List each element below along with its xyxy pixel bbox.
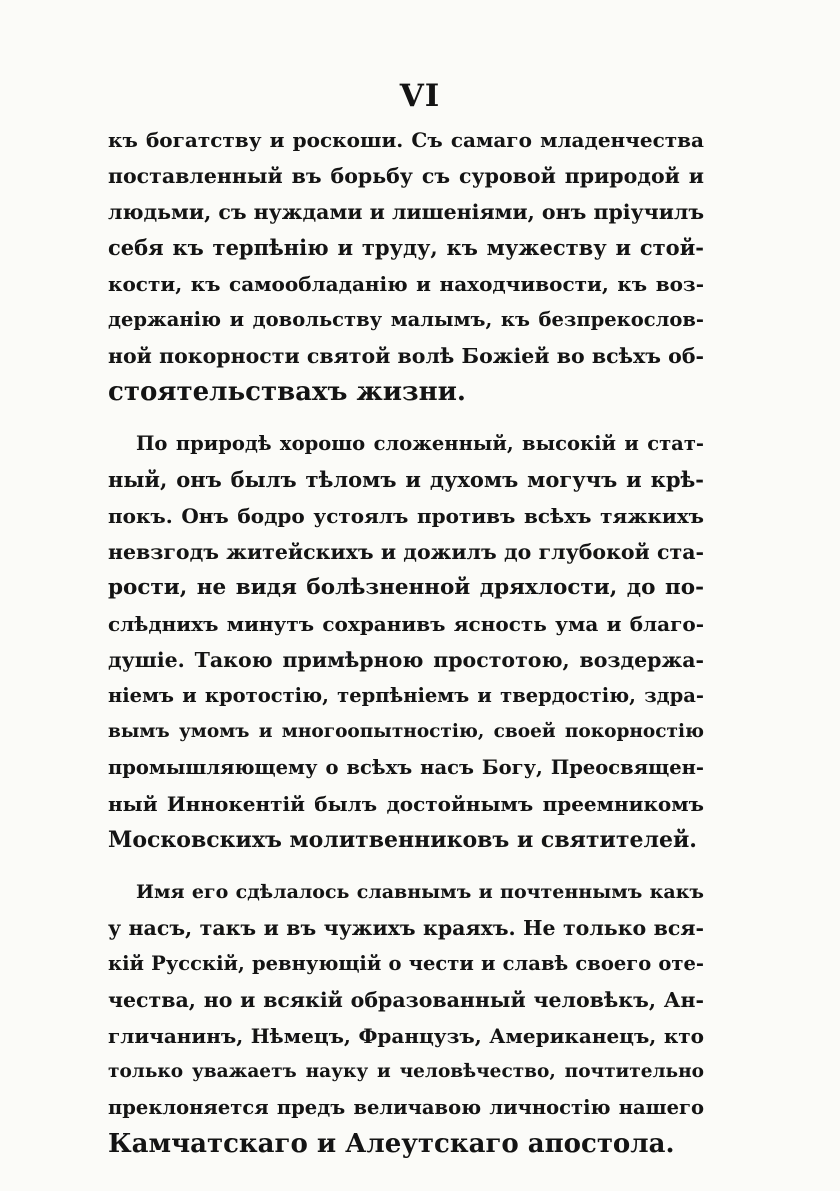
text-line: вымъ умомъ и многоопытностію, своей покорностію	[108, 721, 704, 742]
text-line: покъ. Онъ бодро устоялъ противъ всѣхъ тяжкихъ	[108, 504, 704, 528]
text-line: кій Русскій, ревнующій о чести и славѣ своего оте-	[108, 952, 704, 975]
text-line: ный, онъ былъ тѣломъ и духомъ могучъ и крѣ-	[108, 467, 704, 492]
text-line: Московскихъ молитвенниковъ и святителей.	[108, 827, 697, 853]
body-text	[108, 122, 704, 1162]
text-line: держанію и довольству малымъ, къ безпрекослов-	[108, 308, 704, 331]
paragraph-1	[108, 122, 704, 410]
paragraph-3	[108, 874, 704, 1162]
text-line: у насъ, такъ и въ чужихъ краяхъ. Не только вся-	[108, 916, 704, 940]
text-line: промышляющему о всѣхъ насъ Богу, Преосвящен-	[108, 756, 704, 779]
text-line: себя къ терпѣнію и труду, къ мужеству и стой-	[108, 235, 704, 260]
text-line: чества, но и всякій образованный человѣкъ, Ан-	[108, 988, 704, 1012]
text-line: гличанинъ, Нѣмецъ, Французъ, Американецъ, кто	[108, 1024, 704, 1048]
text-line: Камчатскаго и Алеутскаго апостола.	[108, 1129, 675, 1159]
text-line: слѣднихъ минутъ сохранивъ ясность ума и благо-	[108, 612, 704, 636]
text-line: людьми, съ нуждами и лишеніями, онъ пріучилъ	[108, 200, 705, 224]
text-line: Имя его сдѣлалось славнымъ и почтеннымъ какъ	[136, 881, 704, 903]
paragraph-2	[108, 426, 704, 858]
text-line: къ богатству и роскоши. Съ самаго младенчества	[108, 128, 704, 152]
text-line: По природѣ хорошо сложенный, высокій и стат-	[136, 432, 704, 455]
text-line: ной покорности святой волѣ Божіей во всѣхъ об-	[108, 344, 704, 368]
text-line: ніемъ и кротостію, терпѣніемъ и твердостію, здра-	[108, 684, 704, 707]
text-line: душіе. Такою примѣрною простотою, воздержа-	[108, 648, 704, 672]
text-line: стоятельствахъ жизни.	[108, 377, 466, 407]
page-number: VI	[399, 78, 441, 114]
text-line: поставленный въ борьбу съ суровой природой и	[108, 164, 704, 188]
text-line: невзгодъ житейскихъ и дожилъ до глубокой ста-	[108, 540, 704, 564]
text-line: ный Иннокентій былъ достойнымъ преемникомъ	[108, 792, 704, 816]
text-line: преклоняется предъ величавою личностію нашего	[108, 1096, 704, 1119]
text-line: кости, къ самообладанію и находчивости, къ воз-	[108, 272, 704, 296]
text-line: рости, не видя болѣзненной дряхлости, до по-	[108, 575, 704, 600]
text-line: только уважаетъ науку и человѣчество, почтительно	[108, 1061, 704, 1082]
